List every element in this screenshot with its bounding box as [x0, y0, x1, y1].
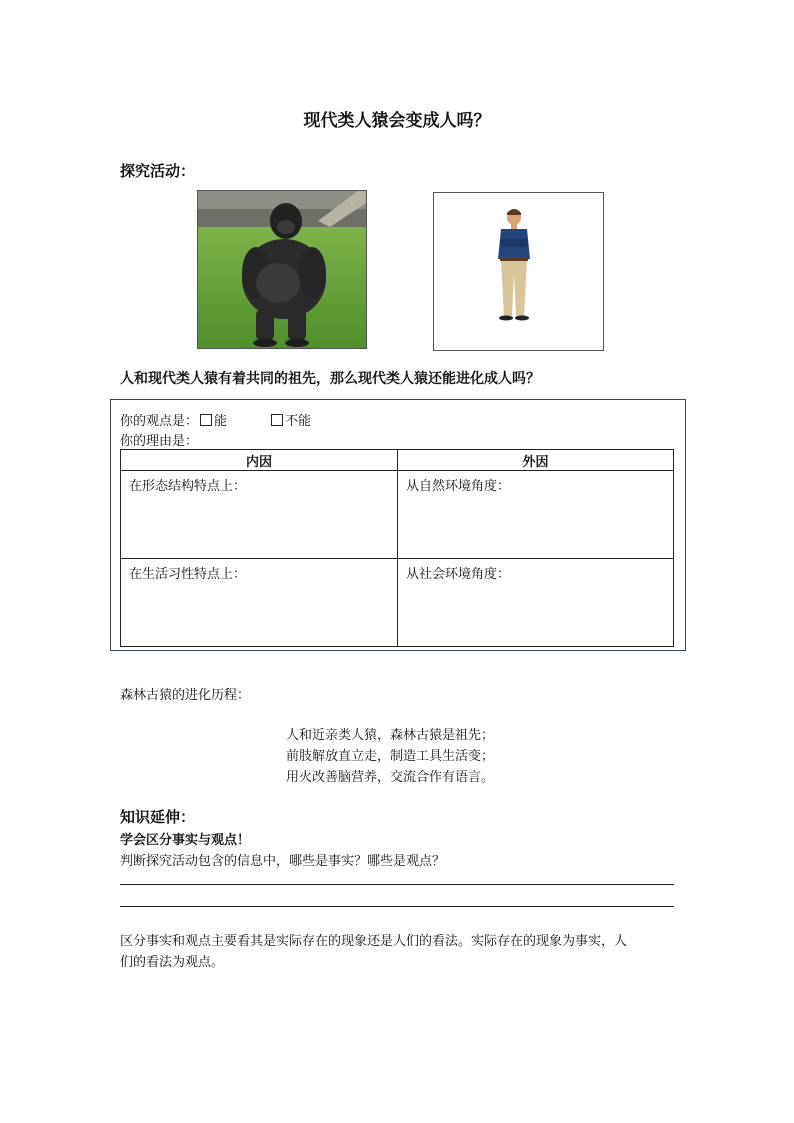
page-title: 现代类人猿会变成人吗？ [303, 111, 491, 131]
answer-line-1[interactable] [120, 884, 674, 885]
option-yes-label: 能 [214, 414, 228, 429]
header-external: 外因 [398, 450, 674, 471]
gorilla-image [198, 191, 366, 348]
cell-social-env[interactable]: 从社会环境角度： [398, 559, 674, 647]
knowledge-subheading: 学会区分事实与观点！ [120, 833, 251, 848]
evolution-label: 森林古猿的进化历程： [120, 688, 251, 703]
knowledge-heading: 知识延伸： [120, 808, 196, 826]
table-row [121, 559, 674, 647]
answer-line-2[interactable] [120, 906, 674, 907]
explanation-line-1: 区分事实和观点主要看其是实际存在的现象还是人们的看法。实际存在的现象为事实，人 [120, 934, 628, 949]
reason-label: 你的理由是： [120, 434, 199, 449]
cell-natural-env[interactable]: 从自然环境角度： [398, 471, 674, 559]
answer-box [110, 399, 686, 651]
verse-line-3: 用火改善脑营养，交流合作有语言。 [286, 770, 495, 785]
checkbox-no[interactable] [271, 414, 283, 426]
explanation-line-2: 们的看法为观点。 [120, 955, 225, 970]
verse-line-1: 人和近亲类人猿，森林古猿是祖先； [286, 728, 495, 743]
cell-habits[interactable]: 在生活习性特点上： [121, 559, 398, 647]
table-header-row [121, 450, 674, 471]
section-explore-heading: 探究活动： [120, 162, 196, 180]
opinion-label: 你的观点是： [120, 414, 199, 429]
gorilla-photo [197, 190, 367, 349]
table-row [121, 471, 674, 559]
checkbox-yes[interactable] [200, 414, 212, 426]
cell-morphology[interactable]: 在形态结构特点上： [121, 471, 398, 559]
man-image [434, 193, 603, 350]
verse-line-2: 前肢解放直立走，制造工具生活变； [286, 749, 495, 764]
question-text: 人和现代类人猿有着共同的祖先，那么现代类人猿还能进化成人吗？ [120, 371, 540, 387]
reason-table [120, 449, 674, 647]
man-illustration [433, 192, 604, 351]
option-no-label: 不能 [285, 414, 312, 429]
knowledge-prompt: 判断探究活动包含的信息中，哪些是事实？哪些是观点？ [120, 854, 446, 869]
opinion-row [120, 410, 311, 429]
header-internal: 内因 [121, 450, 398, 471]
